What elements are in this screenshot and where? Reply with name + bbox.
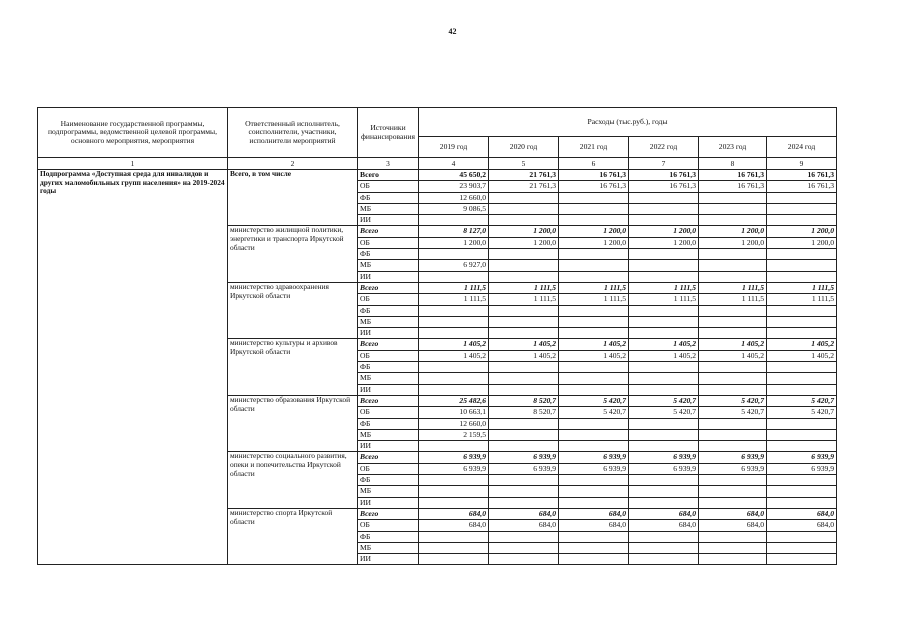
value-cell: 1 405,2 <box>699 339 767 350</box>
value-cell: 1 111,5 <box>559 282 629 293</box>
value-cell <box>699 192 767 203</box>
value-cell: 1 111,5 <box>629 282 699 293</box>
value-cell <box>629 475 699 486</box>
value-cell: 684,0 <box>629 508 699 519</box>
value-cell <box>419 316 489 327</box>
value-cell: 16 761,3 <box>699 181 767 192</box>
value-cell <box>699 305 767 316</box>
executor-cell: Всего, в том числе <box>228 170 358 226</box>
source-cell: ОБ <box>358 350 419 361</box>
value-cell: 8 520,7 <box>489 395 559 406</box>
value-cell: 684,0 <box>489 508 559 519</box>
value-cell <box>419 475 489 486</box>
value-cell: 6 939,9 <box>419 452 489 463</box>
value-cell <box>559 215 629 226</box>
value-cell: 1 111,5 <box>699 282 767 293</box>
value-cell: 1 405,2 <box>559 350 629 361</box>
value-cell <box>559 203 629 214</box>
value-cell: 684,0 <box>699 520 767 531</box>
value-cell <box>489 192 559 203</box>
value-cell: 1 405,2 <box>629 350 699 361</box>
value-cell <box>767 384 837 395</box>
value-cell: 684,0 <box>559 508 629 519</box>
value-cell: 684,0 <box>419 508 489 519</box>
budget-table <box>37 107 837 565</box>
value-cell: 1 111,5 <box>419 282 489 293</box>
value-cell: 1 111,5 <box>629 294 699 305</box>
column-number: 9 <box>767 158 837 170</box>
value-cell: 684,0 <box>489 520 559 531</box>
value-cell: 10 663,1 <box>419 407 489 418</box>
source-cell: Всего <box>358 170 419 181</box>
value-cell: 1 200,0 <box>629 226 699 237</box>
value-cell: 1 405,2 <box>489 350 559 361</box>
value-cell: 6 939,9 <box>559 452 629 463</box>
source-cell: Всего <box>358 395 419 406</box>
value-cell: 5 420,7 <box>699 407 767 418</box>
value-cell <box>629 203 699 214</box>
value-cell <box>767 531 837 542</box>
value-cell <box>559 486 629 497</box>
value-cell <box>419 542 489 553</box>
value-cell <box>629 486 699 497</box>
value-cell <box>629 373 699 384</box>
value-cell: 684,0 <box>767 520 837 531</box>
value-cell: 9 086,5 <box>419 203 489 214</box>
value-cell: 6 939,9 <box>629 463 699 474</box>
source-cell: ИИ <box>358 497 419 508</box>
value-cell <box>559 192 629 203</box>
source-cell: ИИ <box>358 441 419 452</box>
program-name-cell: Подпрограмма «Доступная среда для инвалидов и других маломобильных групп населения» на 2019-2024 годы <box>38 170 228 565</box>
value-cell <box>489 542 559 553</box>
source-cell: ФБ <box>358 305 419 316</box>
value-cell <box>629 328 699 339</box>
value-cell <box>419 497 489 508</box>
value-cell <box>699 542 767 553</box>
value-cell <box>489 486 559 497</box>
value-cell <box>699 486 767 497</box>
value-cell <box>629 305 699 316</box>
value-cell <box>699 554 767 565</box>
value-cell: 6 939,9 <box>489 463 559 474</box>
value-cell: 1 111,5 <box>559 294 629 305</box>
value-cell <box>419 373 489 384</box>
value-cell <box>559 429 629 440</box>
source-cell: ОБ <box>358 407 419 418</box>
column-number: 8 <box>699 158 767 170</box>
value-cell: 1 200,0 <box>767 226 837 237</box>
value-cell: 6 939,9 <box>767 452 837 463</box>
header-year: 2022 год <box>629 137 699 158</box>
value-cell <box>629 316 699 327</box>
value-cell <box>699 316 767 327</box>
header-expenses: Расходы (тыс.руб.), годы <box>419 108 837 137</box>
source-cell: МБ <box>358 373 419 384</box>
source-cell: ФБ <box>358 475 419 486</box>
value-cell <box>767 418 837 429</box>
value-cell: 684,0 <box>419 520 489 531</box>
value-cell: 5 420,7 <box>559 395 629 406</box>
value-cell: 1 200,0 <box>489 237 559 248</box>
value-cell <box>699 328 767 339</box>
value-cell: 25 482,6 <box>419 395 489 406</box>
value-cell: 6 939,9 <box>767 463 837 474</box>
page-number: 42 <box>448 27 457 36</box>
value-cell <box>699 475 767 486</box>
source-cell: Всего <box>358 282 419 293</box>
value-cell <box>629 542 699 553</box>
value-cell <box>419 554 489 565</box>
value-cell: 1 405,2 <box>559 339 629 350</box>
value-cell <box>629 441 699 452</box>
value-cell <box>767 542 837 553</box>
table-row <box>38 170 837 181</box>
source-cell: Всего <box>358 339 419 350</box>
value-cell: 6 939,9 <box>629 452 699 463</box>
source-cell: ОБ <box>358 520 419 531</box>
value-cell: 16 761,3 <box>559 181 629 192</box>
value-cell: 5 420,7 <box>629 395 699 406</box>
value-cell <box>767 203 837 214</box>
value-cell <box>559 497 629 508</box>
value-cell <box>559 418 629 429</box>
source-cell: ИИ <box>358 384 419 395</box>
executor-cell: министерство спорта Иркутской области <box>228 508 358 564</box>
value-cell <box>489 316 559 327</box>
value-cell: 5 420,7 <box>559 407 629 418</box>
source-cell: ИИ <box>358 215 419 226</box>
header-year: 2023 год <box>699 137 767 158</box>
value-cell <box>489 384 559 395</box>
value-cell: 21 761,3 <box>489 170 559 181</box>
value-cell: 6 939,9 <box>489 452 559 463</box>
value-cell <box>699 271 767 282</box>
value-cell: 6 927,0 <box>419 260 489 271</box>
value-cell <box>489 249 559 260</box>
value-cell: 5 420,7 <box>699 395 767 406</box>
value-cell: 1 200,0 <box>559 237 629 248</box>
header-year: 2024 год <box>767 137 837 158</box>
value-cell: 6 939,9 <box>699 463 767 474</box>
value-cell: 1 111,5 <box>767 282 837 293</box>
value-cell <box>699 384 767 395</box>
value-cell <box>559 441 629 452</box>
column-number: 7 <box>629 158 699 170</box>
value-cell <box>419 249 489 260</box>
value-cell <box>489 554 559 565</box>
value-cell <box>559 362 629 373</box>
value-cell <box>629 554 699 565</box>
value-cell <box>699 441 767 452</box>
source-cell: ИИ <box>358 328 419 339</box>
value-cell <box>419 384 489 395</box>
value-cell <box>699 531 767 542</box>
value-cell <box>629 192 699 203</box>
value-cell: 6 939,9 <box>419 463 489 474</box>
value-cell: 12 660,0 <box>419 192 489 203</box>
value-cell <box>699 362 767 373</box>
value-cell <box>767 441 837 452</box>
source-cell: Всего <box>358 226 419 237</box>
value-cell: 45 650,2 <box>419 170 489 181</box>
value-cell <box>489 418 559 429</box>
column-number: 5 <box>489 158 559 170</box>
value-cell <box>489 373 559 384</box>
source-cell: МБ <box>358 203 419 214</box>
value-cell <box>559 554 629 565</box>
source-cell: ОБ <box>358 237 419 248</box>
value-cell <box>489 215 559 226</box>
value-cell: 1 405,2 <box>489 339 559 350</box>
column-number: 1 <box>38 158 228 170</box>
value-cell: 1 200,0 <box>699 237 767 248</box>
value-cell: 5 420,7 <box>767 395 837 406</box>
column-number: 2 <box>228 158 358 170</box>
value-cell: 16 761,3 <box>699 170 767 181</box>
value-cell: 23 903,7 <box>419 181 489 192</box>
value-cell <box>629 271 699 282</box>
value-cell <box>489 441 559 452</box>
value-cell <box>699 249 767 260</box>
value-cell <box>419 271 489 282</box>
value-cell <box>419 531 489 542</box>
source-cell: ФБ <box>358 249 419 260</box>
source-cell: ИИ <box>358 271 419 282</box>
value-cell: 5 420,7 <box>767 407 837 418</box>
source-cell: МБ <box>358 316 419 327</box>
column-number: 6 <box>559 158 629 170</box>
value-cell: 684,0 <box>699 508 767 519</box>
value-cell <box>767 373 837 384</box>
value-cell: 16 761,3 <box>559 170 629 181</box>
value-cell <box>489 497 559 508</box>
value-cell: 1 200,0 <box>629 237 699 248</box>
value-cell <box>489 203 559 214</box>
value-cell <box>767 475 837 486</box>
value-cell: 1 200,0 <box>559 226 629 237</box>
value-cell: 684,0 <box>629 520 699 531</box>
value-cell <box>767 362 837 373</box>
value-cell <box>559 384 629 395</box>
value-cell <box>559 305 629 316</box>
source-cell: МБ <box>358 260 419 271</box>
value-cell <box>489 305 559 316</box>
value-cell <box>699 203 767 214</box>
value-cell <box>419 328 489 339</box>
value-cell <box>489 531 559 542</box>
value-cell <box>489 429 559 440</box>
value-cell: 1 200,0 <box>767 237 837 248</box>
value-cell: 1 111,5 <box>699 294 767 305</box>
source-cell: ФБ <box>358 418 419 429</box>
value-cell <box>629 497 699 508</box>
value-cell <box>767 497 837 508</box>
value-cell <box>767 249 837 260</box>
value-cell <box>419 362 489 373</box>
value-cell <box>767 305 837 316</box>
executor-cell: министерство образования Иркутской области <box>228 395 358 451</box>
value-cell: 1 200,0 <box>489 226 559 237</box>
value-cell <box>767 271 837 282</box>
executor-cell: министерство культуры и архивов Иркутской области <box>228 339 358 395</box>
value-cell <box>489 328 559 339</box>
value-cell: 16 761,3 <box>767 181 837 192</box>
value-cell: 1 405,2 <box>629 339 699 350</box>
value-cell <box>559 271 629 282</box>
header-executor: Ответственный исполнитель, соисполнители, участники, исполнители мероприятий <box>228 108 358 158</box>
value-cell <box>559 475 629 486</box>
header-program: Наименование государственной программы, подпрограммы, ведомственной целевой программы, основного мероприятия, мероприятия <box>38 108 228 158</box>
value-cell: 6 939,9 <box>699 452 767 463</box>
value-cell <box>419 305 489 316</box>
value-cell: 1 405,2 <box>767 339 837 350</box>
source-cell: ФБ <box>358 192 419 203</box>
value-cell: 8 127,0 <box>419 226 489 237</box>
value-cell: 8 520,7 <box>489 407 559 418</box>
value-cell <box>629 362 699 373</box>
value-cell: 1 405,2 <box>419 339 489 350</box>
value-cell <box>559 531 629 542</box>
source-cell: МБ <box>358 486 419 497</box>
value-cell <box>629 429 699 440</box>
source-cell: ИИ <box>358 554 419 565</box>
value-cell <box>699 373 767 384</box>
value-cell <box>559 316 629 327</box>
value-cell: 1 405,2 <box>767 350 837 361</box>
value-cell: 1 405,2 <box>419 350 489 361</box>
value-cell: 16 761,3 <box>629 181 699 192</box>
value-cell <box>629 260 699 271</box>
value-cell: 5 420,7 <box>629 407 699 418</box>
value-cell <box>767 215 837 226</box>
value-cell <box>767 316 837 327</box>
header-year: 2021 год <box>559 137 629 158</box>
value-cell <box>629 418 699 429</box>
executor-cell: министерство здравоохранения Иркутской области <box>228 282 358 338</box>
source-cell: МБ <box>358 542 419 553</box>
header-year: 2020 год <box>489 137 559 158</box>
value-cell <box>767 429 837 440</box>
value-cell <box>419 441 489 452</box>
value-cell <box>559 373 629 384</box>
value-cell <box>489 475 559 486</box>
value-cell <box>699 429 767 440</box>
value-cell <box>767 486 837 497</box>
value-cell: 1 200,0 <box>699 226 767 237</box>
source-cell: ОБ <box>358 181 419 192</box>
value-cell <box>699 215 767 226</box>
executor-cell: министерство социального развития, опеки и попечительства Иркутской области <box>228 452 358 508</box>
value-cell <box>629 531 699 542</box>
value-cell: 21 761,3 <box>489 181 559 192</box>
header-year: 2019 год <box>419 137 489 158</box>
value-cell <box>629 384 699 395</box>
value-cell <box>767 554 837 565</box>
header-sources: Источники финансирования <box>358 108 419 158</box>
value-cell <box>767 260 837 271</box>
value-cell: 6 939,9 <box>559 463 629 474</box>
column-number: 3 <box>358 158 419 170</box>
value-cell <box>489 271 559 282</box>
value-cell: 1 111,5 <box>767 294 837 305</box>
source-cell: ОБ <box>358 294 419 305</box>
source-cell: МБ <box>358 429 419 440</box>
value-cell <box>699 418 767 429</box>
value-cell <box>629 215 699 226</box>
value-cell <box>559 249 629 260</box>
value-cell <box>767 192 837 203</box>
value-cell: 12 660,0 <box>419 418 489 429</box>
value-cell <box>767 328 837 339</box>
value-cell: 684,0 <box>767 508 837 519</box>
column-number: 4 <box>419 158 489 170</box>
source-cell: Всего <box>358 452 419 463</box>
value-cell <box>559 328 629 339</box>
value-cell <box>559 260 629 271</box>
value-cell <box>489 362 559 373</box>
value-cell: 16 761,3 <box>629 170 699 181</box>
value-cell: 16 761,3 <box>767 170 837 181</box>
value-cell: 1 111,5 <box>489 282 559 293</box>
executor-cell: министерство жилищной политики, энергетики и транспорта Иркутской области <box>228 226 358 282</box>
value-cell <box>419 486 489 497</box>
value-cell <box>559 542 629 553</box>
source-cell: Всего <box>358 508 419 519</box>
value-cell: 2 159,5 <box>419 429 489 440</box>
value-cell: 1 405,2 <box>699 350 767 361</box>
value-cell: 1 111,5 <box>489 294 559 305</box>
table-body <box>38 170 837 565</box>
column-number-row <box>38 158 837 170</box>
value-cell: 684,0 <box>559 520 629 531</box>
value-cell: 1 111,5 <box>419 294 489 305</box>
source-cell: ФБ <box>358 362 419 373</box>
value-cell: 1 200,0 <box>419 237 489 248</box>
value-cell <box>699 497 767 508</box>
source-cell: ОБ <box>358 463 419 474</box>
value-cell <box>699 260 767 271</box>
value-cell <box>629 249 699 260</box>
value-cell <box>419 215 489 226</box>
value-cell <box>489 260 559 271</box>
source-cell: ФБ <box>358 531 419 542</box>
